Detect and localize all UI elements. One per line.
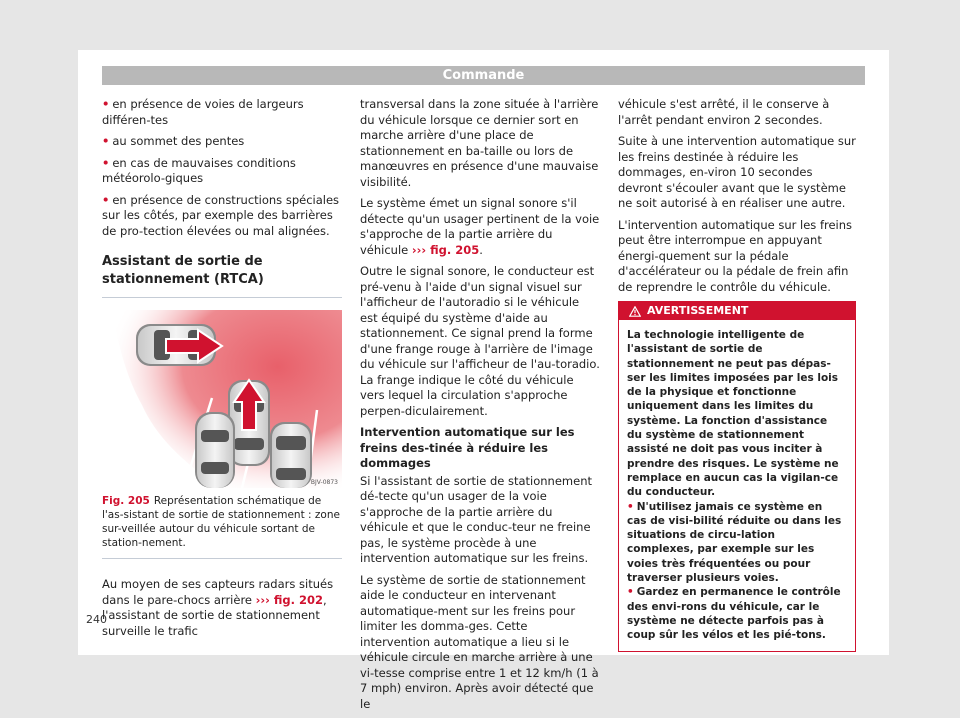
bullet-icon: • — [627, 500, 634, 513]
parking-exit-diagram — [102, 310, 342, 488]
figure-link[interactable]: ››› fig. 202 — [255, 592, 324, 607]
figure-caption: Fig. 205 Représentation schématique de l'as-sistant de sortie de stationnement : zone sur-veillée autour du véhicule sortant de station-nement. — [102, 494, 342, 559]
warning-body — [619, 320, 855, 651]
list-item: • au sommet des pentes — [102, 134, 245, 148]
paragraph: Si l'assistant de sortie de stationnement dé-tecte qu'un usager de la voie s'approche de la partie arrière du véhicule et que le conduc-teur ne freine pas, le système procède à une intervention automatique sur les freins. — [360, 473, 592, 565]
warning-title: AVERTISSEMENT — [647, 304, 749, 317]
warning-item: • Gardez en permanence le contrôle des envi-rons du véhicule, car le système ne détecte parfois pas à coup sûr les vélos et les pié-tons. — [627, 586, 841, 642]
bullet-icon: • — [102, 97, 110, 111]
figure-code: BJV-0873 — [310, 479, 338, 486]
paragraph: véhicule s'est arrêté, il le conserve à l'arrêt pendant environ 2 secondes. — [618, 97, 830, 127]
bullet-icon: • — [102, 192, 110, 207]
warning-header — [619, 302, 855, 320]
list-item: • en présence de voies de largeurs différen-tes — [102, 97, 304, 127]
column-3 — [618, 97, 856, 652]
bullet-icon: • — [102, 155, 110, 170]
paragraph: Suite à une intervention automatique sur les freins destinée à réduire les dommages, en-viron 10 secondes devront s'écouler avant que le système ne soit autorisé à en réaliser une autre. — [618, 134, 856, 210]
paragraph: transversal dans la zone située à l'arrière du véhicule lorsque ce dernier sort en marche arrière d'une place de stationnement en ba-taille ou lors de manœuvres en présence d'une mauvaise visibilité. — [360, 97, 599, 189]
paragraph: L'intervention automatique sur les freins peut être interrompue en appuyant énergi-quement sur la pédale d'accélérateur ou la pédale de frein afin de reprendre le contrôle du véhicule. — [618, 217, 853, 294]
subheading: Intervention automatique sur les freins des-tinée à réduire les dommages — [360, 425, 575, 470]
list-item: • en présence de constructions spéciales sur les côtés, par exemple des barrières de pro-tection élevées ou mal alignées. — [102, 192, 340, 238]
warning-intro: La technologie intelligente de l'assistant de sortie de stationnement ne peut pas dépas-ser les limites imposées par les lois de la physique et fonctionne uniquement dans les limites du système. La fonction d'assistance du système de stationnement assisté ne doit pas vous inciter à prendre des risques. Le système ne remplace en aucun cas la vigilan-ce du conducteur. — [627, 329, 839, 499]
list-item: • en cas de mauvaises conditions météorolo-giques — [102, 155, 296, 185]
figure-link[interactable]: ››› fig. 205 — [411, 242, 480, 257]
page-header: Commande — [102, 66, 865, 85]
car-parked-2 — [270, 422, 312, 488]
warning-box — [618, 301, 856, 652]
figure-205 — [102, 310, 342, 488]
warning-triangle-icon — [629, 306, 641, 317]
paragraph: Le système de sortie de stationnement aide le conducteur en intervenant automatique-ment sur les freins pour limiter les domma-ges. Cette intervention automatique a lieu si le véhicule circule en marche arrière à une vi-tesse comprise entre 1 et 12 km/h (1 à 7 mph) environ. Après avoir détecté que le — [360, 572, 599, 711]
bullet-icon: • — [627, 586, 634, 599]
bullet-icon: • — [102, 134, 110, 148]
paragraph: Au moyen de ses capteurs radars situés dans le pare-chocs arrière ››› fig. 202, l'assistant de sortie de stationnement surveille le trafic — [102, 577, 334, 638]
warning-item: • N'utilisez jamais ce système en cas de visi-bilité réduite ou dans les situations de circu-lation complexes, par exemple sur les voies très fréquentées ou pour traverser plusieurs voies. — [627, 500, 842, 585]
column-2 — [360, 97, 600, 718]
section-title: Assistant de sortie de stationnement (RTCA) — [102, 253, 342, 298]
column-1 — [102, 97, 342, 645]
page-number: 240 — [86, 613, 107, 626]
paragraph: Outre le signal sonore, le conducteur est pré-venu à l'aide d'un signal visuel sur l'afficheur de l'autoradio si le véhicule est équipé du système d'aide au stationnement. Ce signal prend la forme d'une frange rouge à l'arrière de l'image du véhicule sur l'afficheur de l'au-toradio. La frange indique le côté du véhicule vers lequel la circulation s'approche perpen-diculairement. — [360, 264, 600, 418]
manual-page — [78, 50, 889, 711]
paragraph: Le système émet un signal sonore s'il détecte qu'un usager pertinent de la voie s'approche de la partie arrière du véhicule ››› fig. 205. — [360, 196, 600, 257]
car-parked-1 — [195, 412, 235, 488]
